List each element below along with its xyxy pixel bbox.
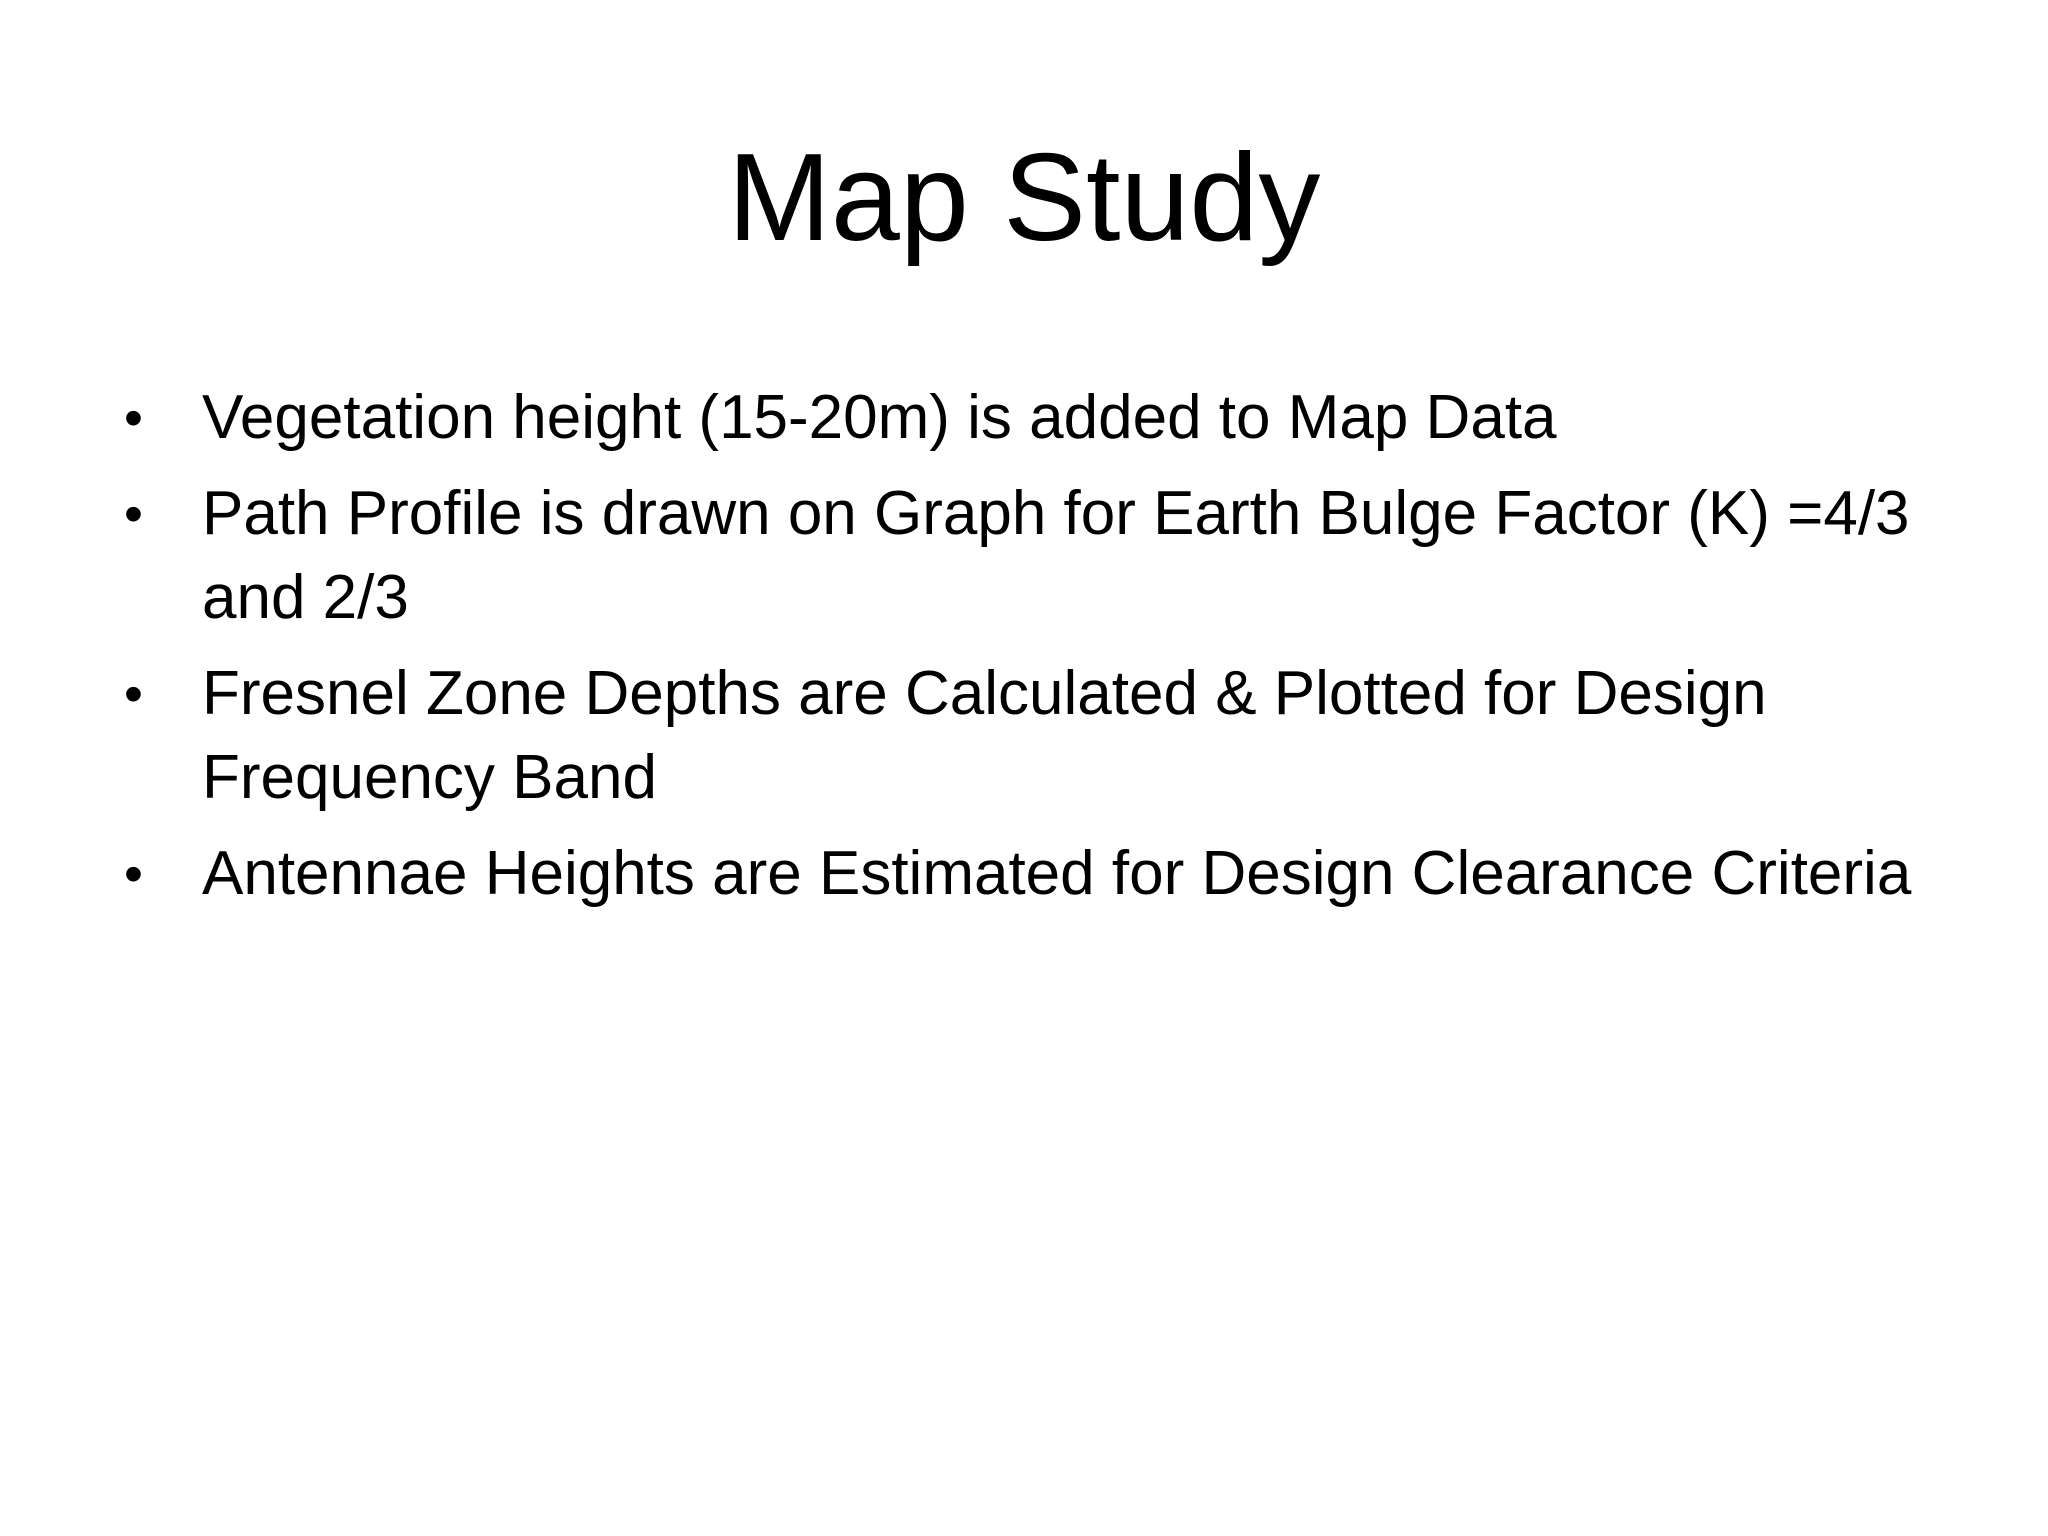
bullet-item: [124, 472, 1964, 640]
bullet-text: Antennae Heights are Estimated for Design Clearance Criteria: [202, 839, 1912, 908]
slide-title: Map Study: [727, 129, 1321, 267]
bullet-list: [124, 376, 1964, 928]
bullet-icon: •: [124, 484, 143, 544]
bullet-item: [124, 652, 1964, 820]
bullet-text: Vegetation height (15-20m) is added to Map Data: [202, 383, 1557, 452]
bullet-icon: •: [124, 664, 143, 724]
bullet-item: [124, 832, 1964, 916]
bullet-item: [124, 376, 1964, 460]
bullet-text: Path Profile is drawn on Graph for Earth Bulge Factor (K) =4/3 and 2/3: [202, 479, 1910, 632]
bullet-icon: •: [124, 844, 143, 904]
bullet-text: Fresnel Zone Depths are Calculated & Plotted for Design Frequency Band: [202, 659, 1767, 812]
bullet-icon: •: [124, 388, 143, 448]
